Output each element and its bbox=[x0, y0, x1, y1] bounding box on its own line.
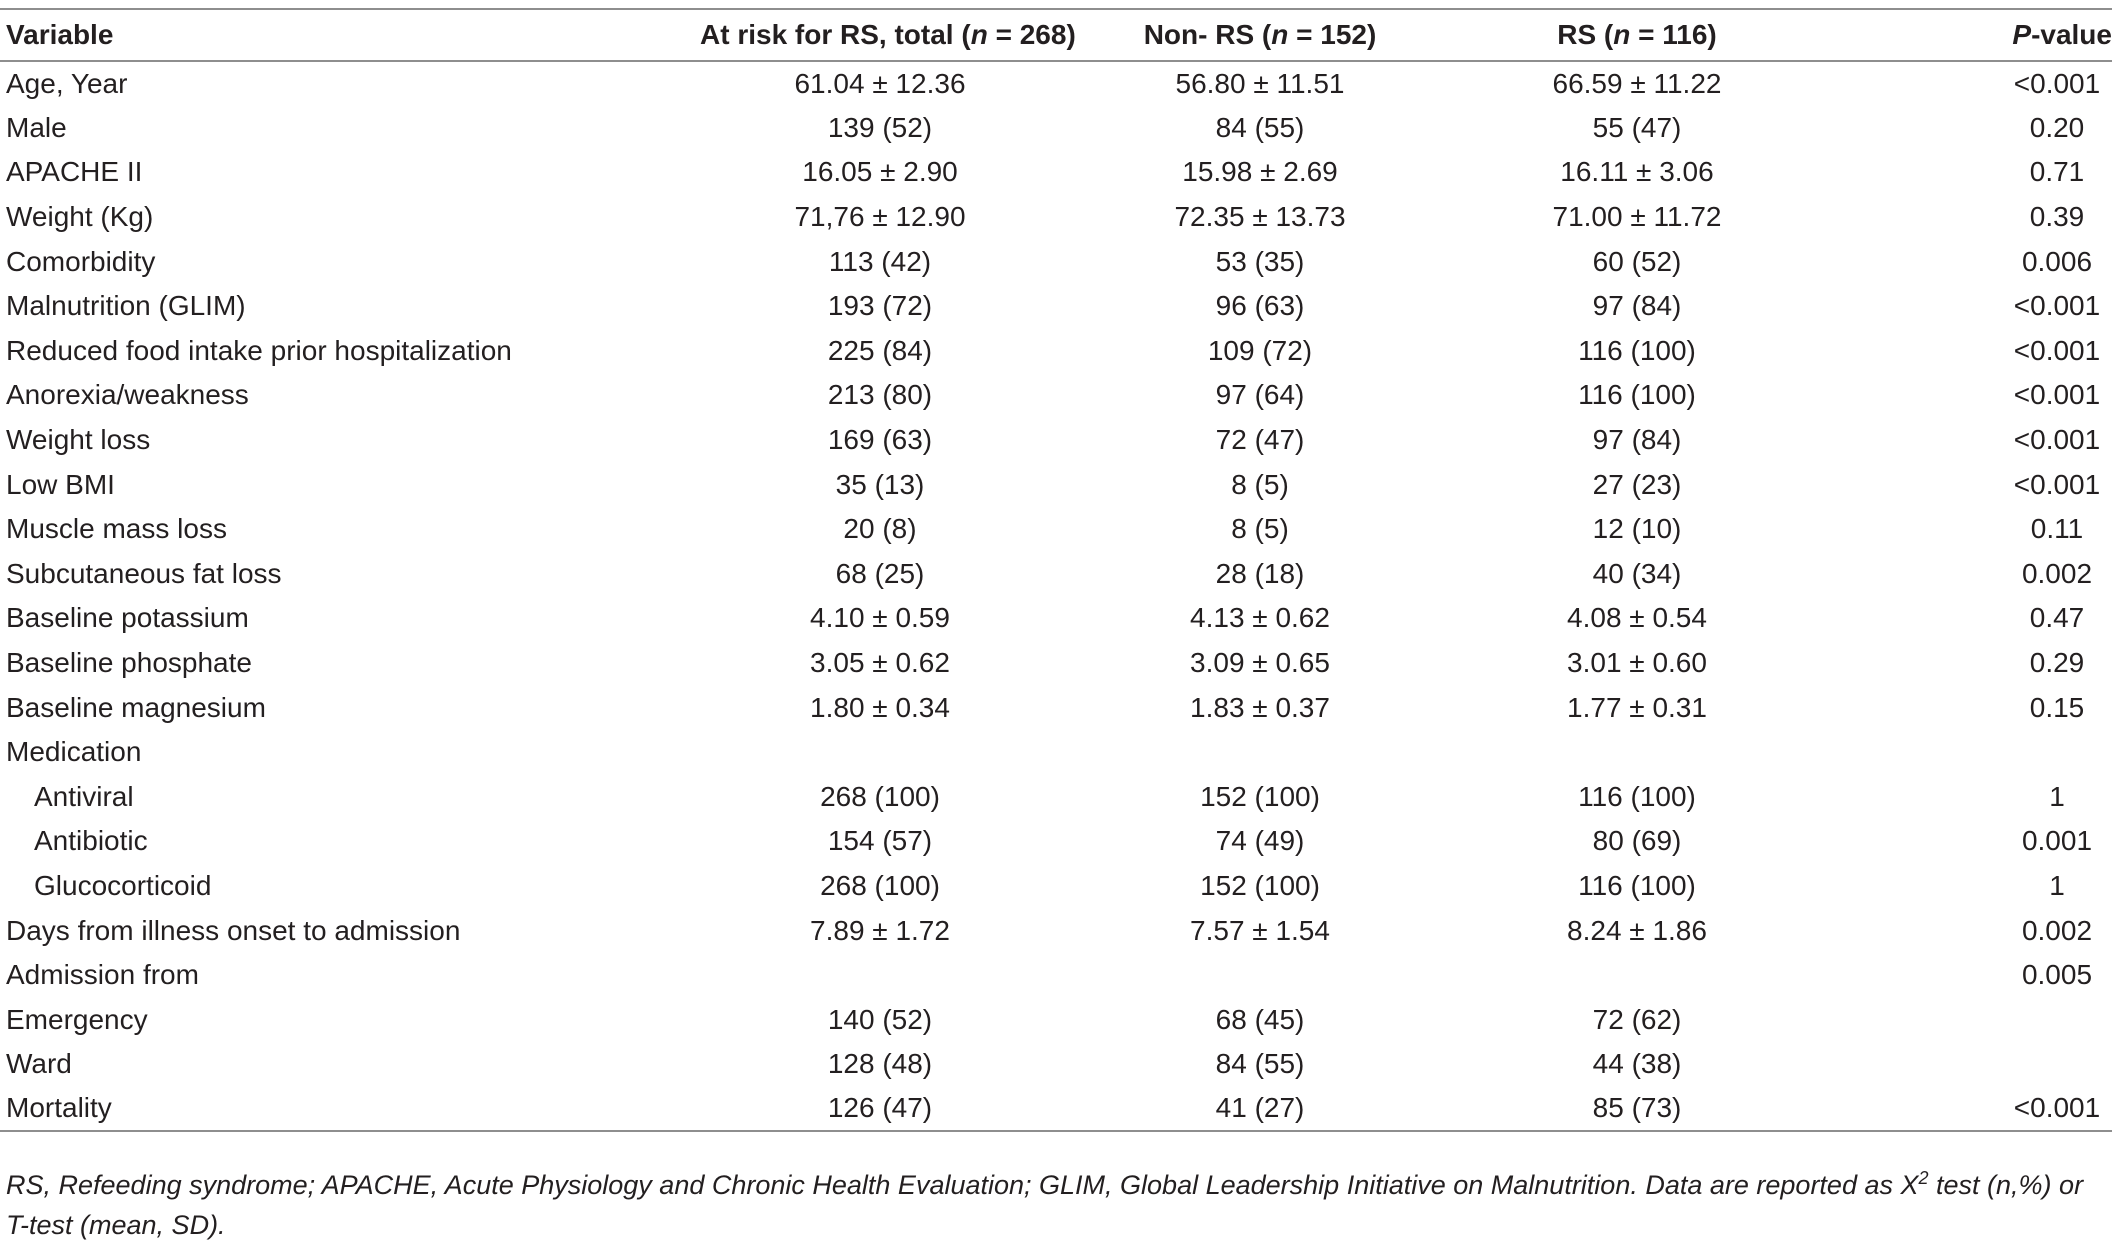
cell-total bbox=[700, 953, 1060, 998]
cell-rs: 4.08 ± 0.54 bbox=[1567, 602, 1707, 634]
cell-total: 35 (13) bbox=[835, 468, 925, 500]
table-row bbox=[0, 106, 2112, 151]
table-row bbox=[0, 997, 2112, 1042]
table-body bbox=[0, 61, 2112, 1131]
cell-p-value bbox=[1814, 730, 2112, 775]
cell-p-value: <0.001 bbox=[2013, 1092, 2101, 1124]
cell-rs: 8.24 ± 1.86 bbox=[1567, 914, 1707, 946]
cell-p-value: 1 bbox=[2049, 780, 2065, 812]
header-non-rs: Non- RS (n = 152) bbox=[1143, 19, 1377, 50]
header-total: At risk for RS, total (n = 268) bbox=[700, 19, 1076, 50]
cell-non-rs: 53 (35) bbox=[1215, 245, 1305, 277]
cell-rs: 3.01 ± 0.60 bbox=[1567, 647, 1707, 679]
cell-variable: Weight (Kg) bbox=[6, 201, 154, 233]
cell-non-rs: 109 (72) bbox=[1207, 334, 1313, 366]
cell-variable: Age, Year bbox=[6, 67, 128, 99]
cell-rs: 16.11 ± 3.06 bbox=[1560, 156, 1714, 188]
table-row bbox=[0, 864, 2112, 909]
cell-variable: Antibiotic bbox=[34, 825, 148, 857]
cell-variable: Admission from bbox=[6, 959, 199, 991]
cell-p-value: <0.001 bbox=[2013, 67, 2101, 99]
cell-p-value: 0.29 bbox=[2029, 647, 2085, 679]
cell-p-value: 0.15 bbox=[2029, 691, 2085, 723]
table-row bbox=[0, 150, 2112, 195]
cell-p-value: 0.71 bbox=[2029, 156, 2085, 188]
cell-rs: 116 (100) bbox=[1578, 379, 1696, 411]
cell-non-rs: 28 (18) bbox=[1215, 557, 1305, 589]
cell-variable: Medication bbox=[6, 736, 142, 768]
table-row bbox=[0, 641, 2112, 686]
cell-p-value: 0.002 bbox=[2021, 557, 2093, 589]
table-footnote: RS, Refeeding syndrome; APACHE, Acute Physiology and Chronic Health Evaluation; GLIM, Global Leadership Initiative on Malnutrition. Data are reported as $X^2$ test (n,%) or T-test (mean, SD). bbox=[6, 1168, 2084, 1240]
cell-total: 3.05 ± 0.62 bbox=[810, 647, 950, 679]
table-row bbox=[0, 953, 2112, 998]
cell-rs: 72 (62) bbox=[1592, 1003, 1682, 1035]
cell-rs: 55 (47) bbox=[1592, 111, 1682, 143]
cell-total: 113 (42) bbox=[828, 245, 932, 277]
table-row bbox=[0, 507, 2112, 552]
cell-p-value bbox=[1814, 997, 2112, 1042]
table-row bbox=[0, 730, 2112, 775]
cell-rs: 44 (38) bbox=[1592, 1048, 1682, 1080]
characteristics-table bbox=[0, 8, 2112, 1132]
cell-variable: Weight loss bbox=[6, 424, 151, 456]
table-row bbox=[0, 418, 2112, 463]
cell-rs bbox=[1460, 730, 1814, 775]
table-row bbox=[0, 1087, 2112, 1132]
table-row bbox=[0, 908, 2112, 953]
table-row bbox=[0, 819, 2112, 864]
cell-rs bbox=[1460, 953, 1814, 998]
cell-rs: 116 (100) bbox=[1578, 780, 1696, 812]
cell-non-rs: 84 (55) bbox=[1215, 111, 1305, 143]
cell-total: 7.89 ± 1.72 bbox=[810, 914, 950, 946]
table-row bbox=[0, 284, 2112, 329]
cell-total: 71,76 ± 12.90 bbox=[794, 201, 966, 233]
cell-p-value: 0.005 bbox=[2021, 959, 2093, 991]
cell-p-value: 0.47 bbox=[2029, 602, 2085, 634]
cell-non-rs: 72.35 ± 13.73 bbox=[1174, 201, 1346, 233]
table-row bbox=[0, 1042, 2112, 1087]
cell-p-value: <0.001 bbox=[2013, 290, 2101, 322]
cell-non-rs: 97 (64) bbox=[1215, 379, 1305, 411]
cell-non-rs: 56.80 ± 11.51 bbox=[1175, 67, 1345, 99]
table-row bbox=[0, 373, 2112, 418]
cell-variable: Anorexia/weakness bbox=[6, 379, 249, 411]
table-row bbox=[0, 195, 2112, 240]
cell-total: 268 (100) bbox=[820, 780, 940, 812]
cell-rs: 116 (100) bbox=[1578, 869, 1696, 901]
cell-rs: 12 (10) bbox=[1592, 513, 1682, 545]
table-row bbox=[0, 552, 2112, 597]
cell-variable: Ward bbox=[6, 1048, 72, 1080]
cell-variable: Subcutaneous fat loss bbox=[6, 557, 282, 589]
cell-total: 20 (8) bbox=[843, 513, 917, 545]
cell-variable: Baseline magnesium bbox=[6, 691, 266, 723]
cell-variable: Muscle mass loss bbox=[6, 513, 227, 545]
header-rs: RS (n = 116) bbox=[1557, 19, 1717, 50]
table-row bbox=[0, 775, 2112, 820]
cell-non-rs bbox=[1060, 953, 1460, 998]
table-row bbox=[0, 239, 2112, 284]
cell-p-value: 0.11 bbox=[2030, 513, 2084, 545]
cell-non-rs: 96 (63) bbox=[1215, 290, 1305, 322]
cell-total: 61.04 ± 12.36 bbox=[794, 67, 966, 99]
cell-p-value: 0.002 bbox=[2021, 914, 2093, 946]
table-row bbox=[0, 329, 2112, 374]
cell-non-rs: 4.13 ± 0.62 bbox=[1190, 602, 1330, 634]
cell-variable: Low BMI bbox=[6, 468, 115, 500]
cell-p-value: 0.20 bbox=[2029, 111, 2085, 143]
cell-rs: 97 (84) bbox=[1592, 424, 1682, 456]
cell-p-value: <0.001 bbox=[2013, 424, 2101, 456]
cell-rs: 71.00 ± 11.72 bbox=[1552, 201, 1722, 233]
cell-total bbox=[700, 730, 1060, 775]
cell-total: 213 (80) bbox=[827, 379, 933, 411]
cell-total: 4.10 ± 0.59 bbox=[810, 602, 950, 634]
cell-rs: 85 (73) bbox=[1592, 1092, 1682, 1124]
cell-non-rs: 8 (5) bbox=[1231, 513, 1289, 545]
cell-non-rs: 1.83 ± 0.37 bbox=[1190, 691, 1330, 723]
cell-non-rs: 7.57 ± 1.54 bbox=[1190, 914, 1330, 946]
cell-p-value bbox=[1814, 1042, 2112, 1087]
cell-non-rs: 41 (27) bbox=[1215, 1092, 1305, 1124]
cell-variable: Reduced food intake prior hospitalization bbox=[6, 334, 512, 366]
cell-variable: Days from illness onset to admission bbox=[6, 914, 461, 946]
cell-p-value: <0.001 bbox=[2013, 379, 2101, 411]
cell-non-rs: 84 (55) bbox=[1215, 1048, 1305, 1080]
cell-p-value: 1 bbox=[2049, 869, 2065, 901]
cell-rs: 80 (69) bbox=[1592, 825, 1682, 857]
table-row bbox=[0, 596, 2112, 641]
cell-variable: Malnutrition (GLIM) bbox=[6, 290, 246, 322]
cell-variable: Male bbox=[6, 111, 67, 143]
header-p-value: P-value bbox=[2012, 19, 2112, 50]
cell-p-value: 0.006 bbox=[2021, 245, 2093, 277]
cell-p-value: 0.001 bbox=[2021, 825, 2093, 857]
cell-p-value: <0.001 bbox=[2013, 468, 2101, 500]
cell-total: 128 (48) bbox=[827, 1048, 933, 1080]
header-row bbox=[0, 9, 2112, 61]
cell-variable: Antiviral bbox=[34, 780, 134, 812]
cell-total: 1.80 ± 0.34 bbox=[810, 691, 950, 723]
cell-total: 193 (72) bbox=[827, 290, 933, 322]
cell-p-value: 0.39 bbox=[2029, 201, 2085, 233]
cell-non-rs bbox=[1060, 730, 1460, 775]
cell-total: 225 (84) bbox=[827, 334, 933, 366]
cell-variable: Mortality bbox=[6, 1092, 112, 1124]
cell-rs: 1.77 ± 0.31 bbox=[1567, 691, 1707, 723]
cell-total: 16.05 ± 2.90 bbox=[802, 156, 958, 188]
cell-variable: APACHE II bbox=[6, 156, 143, 188]
cell-variable: Emergency bbox=[6, 1003, 148, 1035]
cell-total: 268 (100) bbox=[820, 869, 940, 901]
cell-p-value: <0.001 bbox=[2013, 334, 2101, 366]
cell-non-rs: 8 (5) bbox=[1231, 468, 1289, 500]
cell-rs: 66.59 ± 11.22 bbox=[1552, 67, 1722, 99]
cell-non-rs: 152 (100) bbox=[1200, 780, 1320, 812]
cell-total: 68 (25) bbox=[835, 557, 925, 589]
cell-rs: 40 (34) bbox=[1592, 557, 1682, 589]
cell-non-rs: 68 (45) bbox=[1215, 1003, 1305, 1035]
cell-variable: Baseline phosphate bbox=[6, 647, 252, 679]
cell-total: 154 (57) bbox=[827, 825, 933, 857]
cell-variable: Comorbidity bbox=[6, 245, 156, 277]
cell-variable: Glucocorticoid bbox=[34, 869, 212, 901]
header-variable: Variable bbox=[6, 19, 114, 50]
cell-total: 169 (63) bbox=[827, 424, 933, 456]
table-row bbox=[0, 685, 2112, 730]
cell-non-rs: 152 (100) bbox=[1200, 869, 1320, 901]
cell-non-rs: 15.98 ± 2.69 bbox=[1182, 156, 1338, 188]
cell-non-rs: 72 (47) bbox=[1215, 424, 1305, 456]
cell-rs: 60 (52) bbox=[1592, 245, 1682, 277]
table-row bbox=[0, 462, 2112, 507]
cell-non-rs: 74 (49) bbox=[1215, 825, 1305, 857]
cell-non-rs: 3.09 ± 0.65 bbox=[1190, 647, 1330, 679]
cell-total: 126 (47) bbox=[827, 1092, 933, 1124]
cell-rs: 116 (100) bbox=[1578, 334, 1696, 366]
cell-rs: 97 (84) bbox=[1592, 290, 1682, 322]
cell-total: 140 (52) bbox=[827, 1003, 933, 1035]
cell-variable: Baseline potassium bbox=[6, 602, 249, 634]
cell-rs: 27 (23) bbox=[1592, 468, 1682, 500]
cell-total: 139 (52) bbox=[827, 111, 933, 143]
table-row bbox=[0, 61, 2112, 106]
